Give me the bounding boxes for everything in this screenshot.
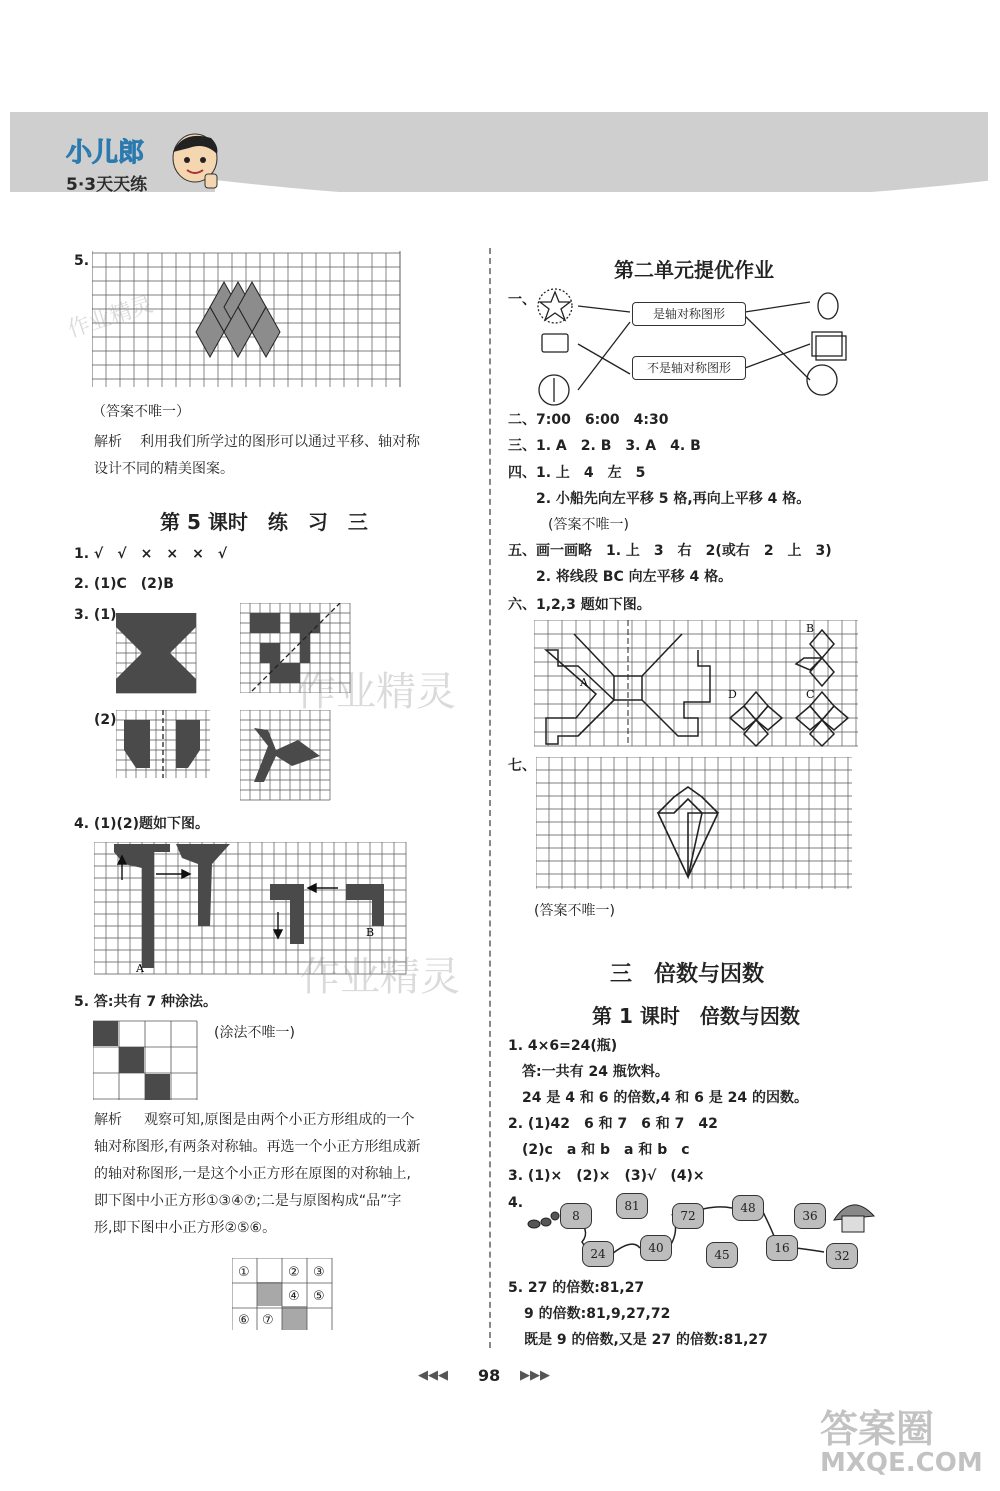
r2-line2: (2)c a 和 b a 和 b c [522, 1142, 690, 1158]
corner-watermark-url: MXQE.COM [820, 1448, 983, 1478]
box-symmetric: 是轴对称图形 [632, 302, 746, 326]
q3-2-figure-a [116, 710, 212, 778]
q5-note: （答案不唯一） [92, 404, 190, 420]
stone-40: 40 [640, 1235, 672, 1261]
unit-title: 第二单元提优作业 [614, 258, 774, 282]
grid-num-2: ② [288, 1265, 300, 1280]
q4-text: 4. (1)(2)题如下图。 [74, 816, 210, 832]
r5-line3: 既是 9 的倍数,又是 27 的倍数:81,27 [524, 1332, 768, 1348]
analysis-line2: 轴对称图形,有两条对称轴。再选一个小正方形组成新 [94, 1139, 421, 1155]
logo-subtitle: 5·3天天练 [66, 175, 148, 195]
q5-analysis-label: 解析 [94, 434, 122, 450]
q3-2-label: (2) [94, 712, 117, 728]
grid-num-6: ⑥ [238, 1313, 250, 1328]
s7-label: 七、 [508, 758, 536, 774]
grid-num-1: ① [238, 1265, 250, 1280]
star-icon [540, 292, 570, 320]
stone-45: 45 [706, 1242, 738, 1268]
mushroom-house-icon [834, 1205, 874, 1232]
analysis-line3: 的轴对称图形,一是这个小正方形在原图的对称轴上, [94, 1166, 411, 1182]
q1-answers: 1. √ √ × × × √ [74, 546, 228, 562]
q5-analysis-line1: 利用我们所学过的图形可以通过平移、轴对称 [140, 434, 420, 450]
lesson1-title: 第 1 课时 倍数与因数 [592, 1004, 800, 1028]
s3-text: 三、1. A 2. B 3. A 4. B [508, 438, 701, 454]
footer-left-arrows: ◀◀◀ [418, 1368, 448, 1383]
page-number: 98 [478, 1366, 501, 1385]
s6-label-b: B [806, 622, 815, 635]
box-not-symmetric: 不是轴对称图形 [632, 356, 746, 380]
s4-line2: 2. 小船先向左平移 5 格,再向上平移 4 格。 [536, 491, 811, 507]
r1-line1: 1. 4×6=24(瓶) [508, 1038, 618, 1054]
logo-title: 小儿郎 [66, 138, 145, 168]
q3-2-figure-b [240, 710, 336, 802]
grid-num-5: ⑤ [313, 1289, 325, 1304]
r5-line1: 5. 27 的倍数:81,27 [508, 1280, 645, 1296]
watermark-3: 作业精灵 [64, 291, 157, 343]
r1-line3: 24 是 4 和 6 的倍数,4 和 6 是 24 的因数。 [522, 1090, 808, 1106]
owl-icon [818, 293, 838, 319]
lesson-title: 第 5 课时 练 习 三 [160, 510, 368, 534]
q3-label: 3. (1) [74, 607, 117, 623]
analysis-label: 解析 [94, 1112, 122, 1128]
smiley-icon [807, 365, 837, 395]
s2-text: 二、7:00 6:00 4:30 [508, 412, 669, 428]
q5b-coloring-grid [93, 1020, 199, 1102]
q5b-note: (涂法不唯一) [214, 1025, 295, 1041]
column-divider [489, 248, 491, 1348]
stone-48: 48 [732, 1195, 764, 1221]
analysis-line1: 观察可知,原图是由两个小正方形组成的一个 [144, 1112, 415, 1128]
stone-16: 16 [766, 1235, 798, 1261]
boy-mascot-icon [165, 128, 225, 196]
grid-num-4: ④ [288, 1289, 300, 1304]
s6-label-d: D [728, 688, 737, 701]
q4-label-a: A [136, 962, 144, 975]
s4-note: (答案不唯一) [548, 517, 629, 533]
s6-text: 六、1,2,3 题如下图。 [508, 597, 651, 613]
header-curve [215, 180, 995, 210]
stone-24: 24 [582, 1241, 614, 1267]
chapter-title: 三 倍数与因数 [610, 962, 765, 987]
s6-figure [534, 620, 864, 750]
stone-36: 36 [794, 1203, 826, 1229]
footer-right-arrows: ▶▶▶ [520, 1368, 550, 1383]
s1-label: 一、 [508, 292, 536, 308]
stone-72: 72 [672, 1203, 704, 1229]
r4-label: 4. [508, 1195, 524, 1211]
s6-label-c: C [806, 688, 815, 701]
watermark-1: 作业精灵 [296, 669, 456, 715]
grid-num-7: ⑦ [262, 1313, 274, 1328]
watermark-2: 作业精灵 [300, 954, 460, 1000]
s7-note: (答案不唯一) [534, 903, 615, 919]
stone-81: 81 [616, 1193, 648, 1219]
small-numbered-grid [232, 1258, 334, 1334]
s5-line1: 五、画一画略 1. 上 3 右 2(或右 2 上 3) [508, 543, 832, 559]
s6-label-a: A [580, 676, 588, 689]
q5b-answer: 5. 答:共有 7 种涂法。 [74, 994, 218, 1010]
s7-kite-figure [536, 757, 856, 891]
q2-answers: 2. (1)C (2)B [74, 576, 174, 592]
corner-watermark-logo: 答案圈 [820, 1407, 935, 1451]
grid-num-3: ③ [313, 1265, 325, 1280]
stone-8: 8 [560, 1203, 592, 1229]
q5-analysis-line2: 设计不同的精美图案。 [94, 461, 234, 477]
r1-line2: 答:一共有 24 瓶饮料。 [522, 1064, 669, 1080]
analysis-line5: 形,即下图中小正方形②⑤⑥。 [94, 1220, 277, 1236]
r3-text: 3. (1)× (2)× (3)√ (4)× [508, 1168, 705, 1184]
analysis-line4: 即下图中小正方形①③④⑦;二是与原图构成“品”字 [94, 1193, 402, 1209]
s4-line1: 四、1. 上 4 左 5 [508, 465, 646, 481]
rectangle-icon [542, 334, 568, 352]
r5-line2: 9 的倍数:81,9,27,72 [524, 1306, 671, 1322]
q5-label: 5. [74, 253, 90, 269]
q3-1-figure-a [116, 613, 212, 695]
s5-line2: 2. 将线段 BC 向左平移 4 格。 [536, 569, 733, 585]
q4-label-b: B [366, 926, 375, 939]
stone-32: 32 [826, 1243, 858, 1269]
ant-icon [528, 1212, 559, 1228]
r2-line1: 2. (1)42 6 和 7 6 和 7 42 [508, 1116, 718, 1132]
